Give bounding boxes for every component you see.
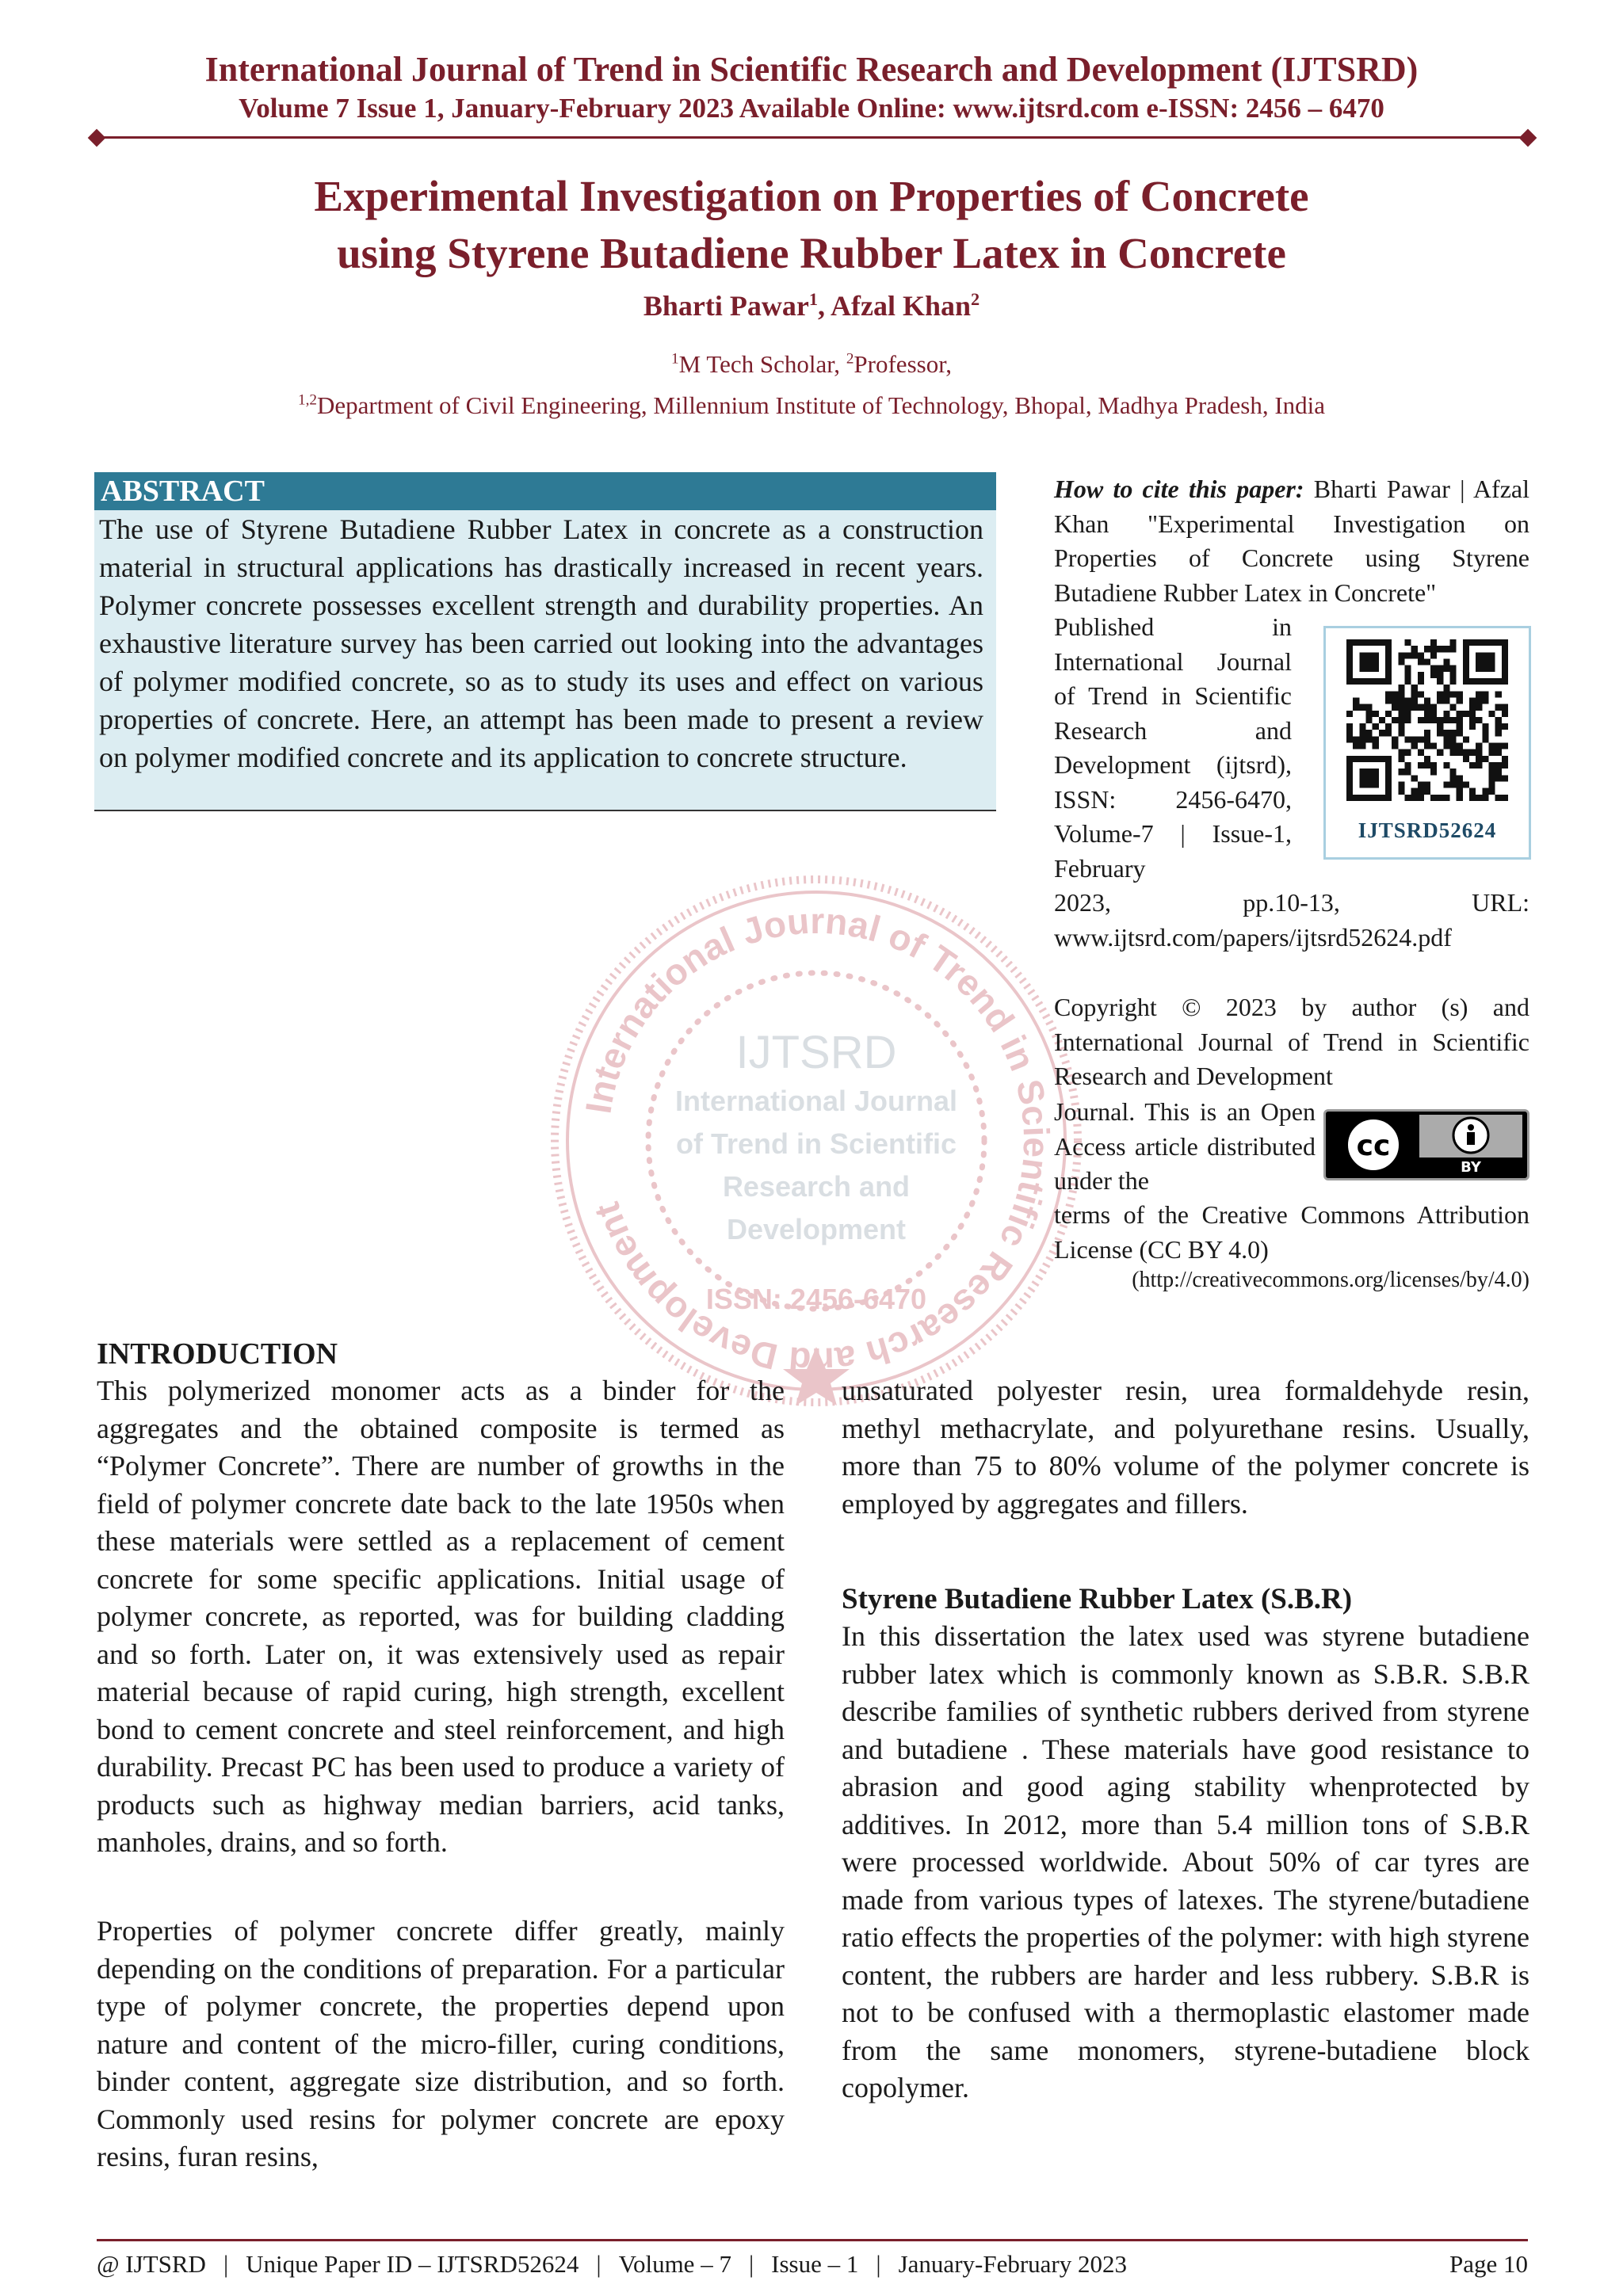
page-number: Page 10 xyxy=(1449,2250,1528,2278)
qr-paper-id: IJTSRD52624 xyxy=(1358,818,1497,842)
author-role: Professor, xyxy=(854,350,953,378)
sbr-paragraph: In this dissertation the latex used was styrene butadiene rubber latex which is commonly known as S.B.R. S.B.R describe families of synthetic rubbers derived from styrene and butadiene . These materials have good resistance to abrasion and good aging stability whenprotected by additives. In 2012, more than 5.4 million tons of S.B.R were processed worldwide. About 50% of car tyres are made from various types of latexes. The styrene/butadiene ratio effects the properties of the polymer: with high styrene content, the rubbers are harder and less rubbery. S.B.R is not to be confused with a thermoplastic elastomer made from the same monomers, styrene-butadiene block copolymer. xyxy=(842,1620,1529,2103)
affil-marker: 2 xyxy=(846,350,854,368)
affil-marker: 1,2 xyxy=(297,391,317,409)
header-divider xyxy=(97,136,1528,139)
introduction-paragraph: Properties of polymer concrete differ greatly, mainly depending on the conditions of preparation. For a particular type of polymer concrete, the properties depend upon nature and content of the micro-filler, curing conditions, binder content, aggregate size distribution, and so forth. Commonly used resins for polymer concrete are epoxy resins, furan resins, xyxy=(97,1915,785,2172)
cc-by-badge xyxy=(1323,1109,1529,1180)
citation-colon: : xyxy=(1295,475,1314,503)
citation-publisher-text: Published in International Journal of Trend in Scientific Research and Development (ijtsrd), ISSN: 2456-6470, Volume-7 | Issue-1, February xyxy=(1054,612,1292,883)
seal-line: of Trend in Scientific xyxy=(675,1127,957,1160)
introduction-paragraph: This polymerized monomer acts as a binder for the aggregates and the obtained composite is termed as “Polymer Concrete”. There are number of growths in the field of polymer concrete date back to the late 1950s when these materials were settled as a replacement of cement concrete for some specific applications. Initial usage of polymer concrete, as reported, was for building cladding and so forth. Later on, it was extensively used as repair material because of rapid curing, high strength, excellent bond to cement concrete and steel reinforcement, and high durability. Precast PC has been used to produce a variety of products such as highway median barriers, acid tanks, manholes, drains, and so forth. xyxy=(97,1375,785,1858)
paper-title-line-1: Experimental Investigation on Properties of Concrete xyxy=(314,172,1309,220)
footer-issue: Issue – 1 xyxy=(771,2250,859,2278)
author-roles xyxy=(0,349,1623,380)
qr-code-panel xyxy=(1323,626,1531,860)
footer-separator: | xyxy=(876,2250,881,2278)
footer-date: January-February 2023 xyxy=(898,2250,1127,2278)
divider-diamond-right xyxy=(1519,129,1537,147)
footer-journal: @ IJTSRD xyxy=(97,2250,206,2278)
citation-label: How to cite this paper xyxy=(1054,475,1296,503)
by-label: BY xyxy=(1461,1159,1481,1176)
footer-divider xyxy=(97,2239,1528,2241)
footer-volume: Volume – 7 xyxy=(618,2250,731,2278)
license-url: (http://creativecommons.org/licenses/by/4.0) xyxy=(1132,1268,1529,1292)
qr-code-icon xyxy=(1346,639,1508,801)
seal-name: IJTSRD xyxy=(735,1027,897,1078)
citation-text xyxy=(1054,472,1529,610)
page-footer xyxy=(97,2248,1528,2280)
affiliation xyxy=(0,390,1623,421)
paper-title-line-2: using Styrene Butadiene Rubber Latex in Concrete xyxy=(337,229,1286,277)
author-name: Bharti Pawar xyxy=(643,290,809,322)
footer-separator: | xyxy=(223,2250,229,2278)
affiliation-text: Department of Civil Engineering, Millennium Institute of Technology, Bhopal, Madhya Pradesh, India xyxy=(316,391,1326,419)
introduction-paragraph-continued: unsaturated polyester resin, urea formaldehyde resin, methyl methacrylate, and polyurethane resins. Usually, more than 75 to 80% volume of the polymer concrete is employed by aggregates and fillers. xyxy=(842,1375,1529,1520)
author-name: Afzal Khan xyxy=(830,290,971,322)
abstract-heading: ABSTRACT xyxy=(94,472,996,510)
citation-url-text: 2023, pp.10-13, URL: www.ijtsrd.com/papers/ijtsrd52624.pdf xyxy=(1054,888,1529,952)
journal-title: International Journal of Trend in Scientific Research and Development (IJTSRD) xyxy=(204,50,1419,89)
citation-body: Bharti Pawar | Afzal Khan "Experimental Investigation on Properties of Concrete using Styrene Butadiene Rubber Latex in Concrete" xyxy=(1054,475,1530,607)
paper-title xyxy=(0,168,1623,282)
affil-marker: 1 xyxy=(670,350,679,368)
journal-seal-watermark xyxy=(547,871,1086,1410)
divider-diamond-left xyxy=(88,129,106,147)
copyright-license-text: Journal. This is an Open Access article distributed under the xyxy=(1054,1097,1316,1195)
abstract-text: The use of Styrene Butadiene Rubber Latex in concrete as a construction material in structural applications has drastically increased in recent years. Polymer concrete possesses excellent strength and durability properties. An exhaustive literature survey has been carried out looking into the advantages of polymer modified concrete, so as to study its uses and effect on various properties of concrete. Here, an attempt has been made to present a review on polymer modified concrete and its application to concrete structure. xyxy=(94,510,996,811)
sbr-section-heading: Styrene Butadiene Rubber Latex (S.B.R) xyxy=(842,1583,1353,1615)
author-role: M Tech Scholar, xyxy=(678,350,846,378)
seal-line: International Journal xyxy=(674,1085,958,1117)
seal-line: Research and xyxy=(722,1170,911,1203)
footer-paper-id: Unique Paper ID – IJTSRD52624 xyxy=(246,2250,579,2278)
author-affil-marker: 2 xyxy=(971,289,980,309)
author-list xyxy=(0,288,1623,323)
footer-separator: | xyxy=(596,2250,601,2278)
introduction-heading: INTRODUCTION xyxy=(97,1337,338,1371)
copyright-attribution-text: terms of the Creative Commons Attribution License (CC BY 4.0) xyxy=(1054,1200,1529,1264)
copyright-text: Copyright © 2023 by author (s) and International Journal of Trend in Scientific Research and Development xyxy=(1054,993,1529,1090)
seal-line: Development xyxy=(726,1213,907,1245)
author-affil-marker: 1 xyxy=(808,289,818,309)
seal-issn: ISSN: 2456-6470 xyxy=(705,1283,927,1315)
seal-arc-text: International Journal of Trend in Scientific Research and Development xyxy=(577,899,1058,1383)
footer-separator: | xyxy=(748,2250,754,2278)
svg-text:cc: cc xyxy=(1356,1130,1391,1162)
journal-volume-line: Volume 7 Issue 1, January-February 2023 Available Online: www.ijtsrd.com e-ISSN: 2456 – 6470 xyxy=(239,93,1384,124)
author-separator: , xyxy=(817,290,831,322)
